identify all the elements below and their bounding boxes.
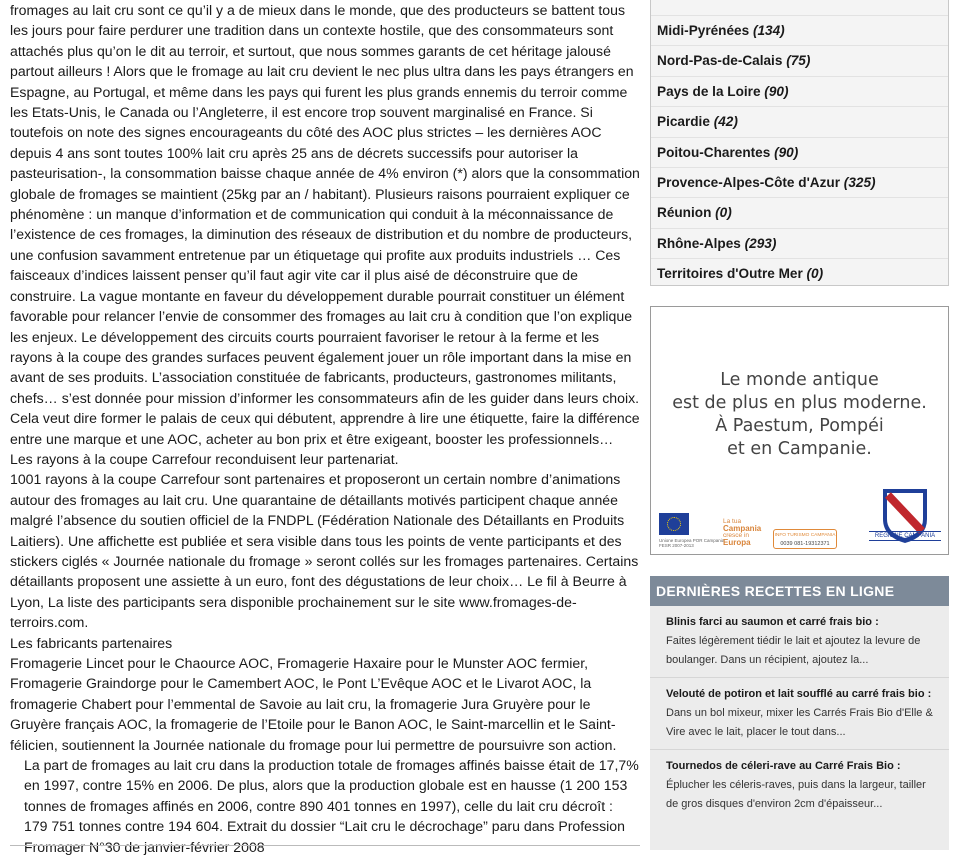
campania-logo-line: La tua [723, 518, 742, 525]
campania-logo-line: cresce in [723, 532, 750, 539]
region-list-item[interactable] [651, 46, 948, 76]
ad-slogan-line: est de plus en plus moderne. [672, 393, 927, 413]
region-count: (0) [715, 205, 732, 221]
latest-recipes-box [650, 576, 949, 850]
recipe-item [650, 750, 949, 821]
region-count: (325) [843, 174, 876, 190]
eu-caption: Unione Europea POR Campania FESR 2007-2013 [659, 538, 725, 548]
article-subheading: Les fabricants partenaires [10, 634, 173, 651]
tourism-phone-label: INFO TURISMO CAMPANIA [774, 533, 836, 538]
region-count: (293) [744, 235, 777, 251]
region-count: (90) [764, 83, 789, 99]
region-list-item[interactable] [651, 138, 948, 168]
region-name[interactable]: Provence-Alpes-Côte d'Azur [657, 174, 841, 190]
region-count: (75) [786, 53, 811, 69]
ad-slogan [651, 369, 948, 461]
tourism-phone-box [773, 529, 837, 549]
recipe-item [650, 678, 949, 750]
recipe-title-link[interactable]: Tournedos de céleri-rave au Carré Frais Bio : [666, 760, 901, 772]
region-count: (134) [752, 23, 785, 38]
article-subheading: Les rayons à la coupe Carrefour reconduisent leur partenariat. [10, 450, 399, 467]
article-divider [10, 845, 640, 846]
region-list-item[interactable] [651, 198, 948, 228]
campania-ad-banner[interactable] [650, 306, 949, 555]
region-list-item[interactable] [651, 229, 948, 259]
region-list-item[interactable] [651, 77, 948, 107]
region-name[interactable]: Midi-Pyrénées [657, 23, 750, 38]
recipe-excerpt: Dans un bol mixeur, mixer les Carrés Frais Bio d'Elle & Vire avec le lait, placer le tout dans... [666, 707, 933, 738]
campania-logo-line: Campania [723, 524, 762, 533]
article-paragraph: Fromagerie Lincet pour le Chaource AOC, Fromagerie Haxaire pour le Munster AOC fermier, Fromagerie Graindorge pour le Camembert AOC, le Pont L’Evêque AOC et le Livarot AOC, la fromagerie Chabert pour l’emmental de Savoie au lait cru, la fromagerie Jura Gruyère pour le Gruyère français AOC, la fromagerie de l’Etoile pour le Banon AOC, le Saint-marcellin et le Saint-félicien, soutiennent la Journée nationale du fromage pour lui permettre de poursuivre son action. [10, 655, 617, 753]
campania-logo-line: Europa [723, 538, 751, 547]
region-name[interactable]: Pays de la Loire [657, 83, 761, 99]
region-name[interactable]: Poitou-Charentes [657, 144, 771, 160]
ad-slogan-line: Le monde antique [720, 370, 879, 390]
region-name[interactable]: Territoires d'Outre Mer [657, 266, 803, 282]
region-count: (0) [806, 266, 824, 282]
regione-campania-label: REGIONE CAMPANIA [869, 531, 941, 541]
ad-slogan-line: À Paestum, Pompéi [715, 416, 884, 436]
region-name[interactable]: Rhône-Alpes [657, 235, 741, 251]
article-paragraph: 1001 rayons à la coupe Carrefour sont partenaires et proposeront un certain nombre d’animations autour des fromages au lait cru. Une quarantaine de détaillants motivés participent chaque année malgré l’absence du soutien officiel de la FNDPL (Fédération Nationale des Détaillants en Produits Laitiers). Une affichette est publiée et sera visible dans tous les points de vente participants et des stickers ciglés « Journée nationale du fromage » seront collés sur les fromages partenaires. Certains détaillants proposent une assiette à un euro, font des dégustations de leur choix… Le fil à Beurre à Lyon, La liste des participants sera disponible prochainement sur le site www.fromages-de-terroirs.com. [10, 471, 639, 631]
region-name[interactable]: Réunion [657, 205, 712, 221]
region-name[interactable]: Nord-Pas-de-Calais [657, 53, 783, 69]
eu-flag-icon [659, 513, 689, 535]
recipe-excerpt: Éplucher les céleris-raves, puis dans la largeur, tailler de gros disques d'environ 2cm d'épaisseur... [666, 779, 926, 810]
region-name[interactable]: Picardie [657, 114, 710, 130]
ad-slogan-line: et en Campanie. [727, 439, 872, 459]
article-body [10, 0, 640, 857]
region-list-item[interactable] [651, 259, 948, 288]
article-footnote: La part de fromages au lait cru dans la production totale de fromages affinés baisse était de 17,7% en 1997, contre 15% en 2006. De plus, alors que la production globale est en hausse (1 200 153 tonnes de fromages affinés en 2006, contre 890 401 tonnes en 1997), celle du lait cru décroît : 179 751 tonnes contre 194 604. Extrait du dossier “Lait cru le décrochage” paru dans Profession Fromager N°30 de janvier-février 2008 [24, 757, 639, 855]
region-list-item-partial[interactable] [651, 0, 948, 16]
region-list-item[interactable] [651, 168, 948, 198]
tourism-phone-number: 0039 081-19312371 [780, 541, 830, 547]
recipe-title-link[interactable]: Velouté de potiron et lait soufflé au carré frais bio : [666, 688, 932, 700]
latest-recipes-header: DERNIÈRES RECETTES EN LIGNE [650, 576, 949, 606]
region-count: (90) [774, 144, 799, 160]
region-list [650, 0, 949, 286]
region-list-item[interactable] [651, 107, 948, 137]
campania-europa-logo [723, 518, 761, 546]
recipe-excerpt: Faites légèrement tiédir le lait et ajoutez la levure de boulanger. Dans un récipient, ajoutez la... [666, 635, 921, 666]
region-count: (42) [713, 114, 738, 130]
recipe-title-link[interactable]: Blinis farci au saumon et carré frais bio : [666, 616, 879, 628]
recipe-item [650, 606, 949, 678]
article-paragraph: fromages au lait cru sont ce qu’il y a de mieux dans le monde, que des producteurs se battent tous les jours pour faire perdurer une tradition dans un contexte hostile, que des consommateurs sont attachés plus qu’on le dit au terroir, et surtout, que nous sommes garants de cet héritage jalousé partout ailleurs ! Alors que le fromage au lait cru devient le nec plus ultra dans les pays étrangers en Espagne, au Portugal, et même dans les pays qui furent les plus grands ennemis du terroir comme les Etats-Unis, le Canada ou l’Angleterre, il est encore trop souvent marginalisé en France. Si toutefois on note des signes encourageants du côté des AOC plus strictes – les dernières AOC depuis 4 ans sont toutes 100% lait cru après 25 ans de décrets successifs pour autoriser la pasteurisation-, la consommation baisse chaque année de 4% environ (*) alors que la consommation globale de fromages se maintient (25kg par an / habitant). Plusieurs raisons pourraient expliquer ce phénomène : un manque d’information et de communication qui conduit à la méconnaissance de l’existence de ces fromages, la diminution des réseaux de distribution et du nombre de producteurs, une confusion savamment entretenue par un étiquetage qui profite aux produits industriels … Ces faisceaux d’indices laissent penser qu’il faut agir vite car il plus aisé de déconstruire que de construire. La vague montante en faveur du développement durable pourrait constituer un élément favorable pour relancer l’envie de consommer des fromages au lait cru à condition que l’on explique les enjeux. Le développement des circuits courts pourraient favoriser le retour à la ferme et les rayons à la coupe des grandes surfaces peuvent également jouer un rôle important dans la mise en avant de ses produits. L’association constituée de fabricants, producteurs, gastronomes militants, chefs… s’est donnée pour mission d’informer les consommateurs afin de les guider dans leurs choix. Cela veut dire former le palais de ceux qui débutent, apprendre à lire une étiquette, faire la différence entre une marque et une AOC, acheter au bon prix et être exigeant, booster les professionnels… [10, 2, 640, 447]
region-list-item[interactable] [651, 16, 948, 46]
